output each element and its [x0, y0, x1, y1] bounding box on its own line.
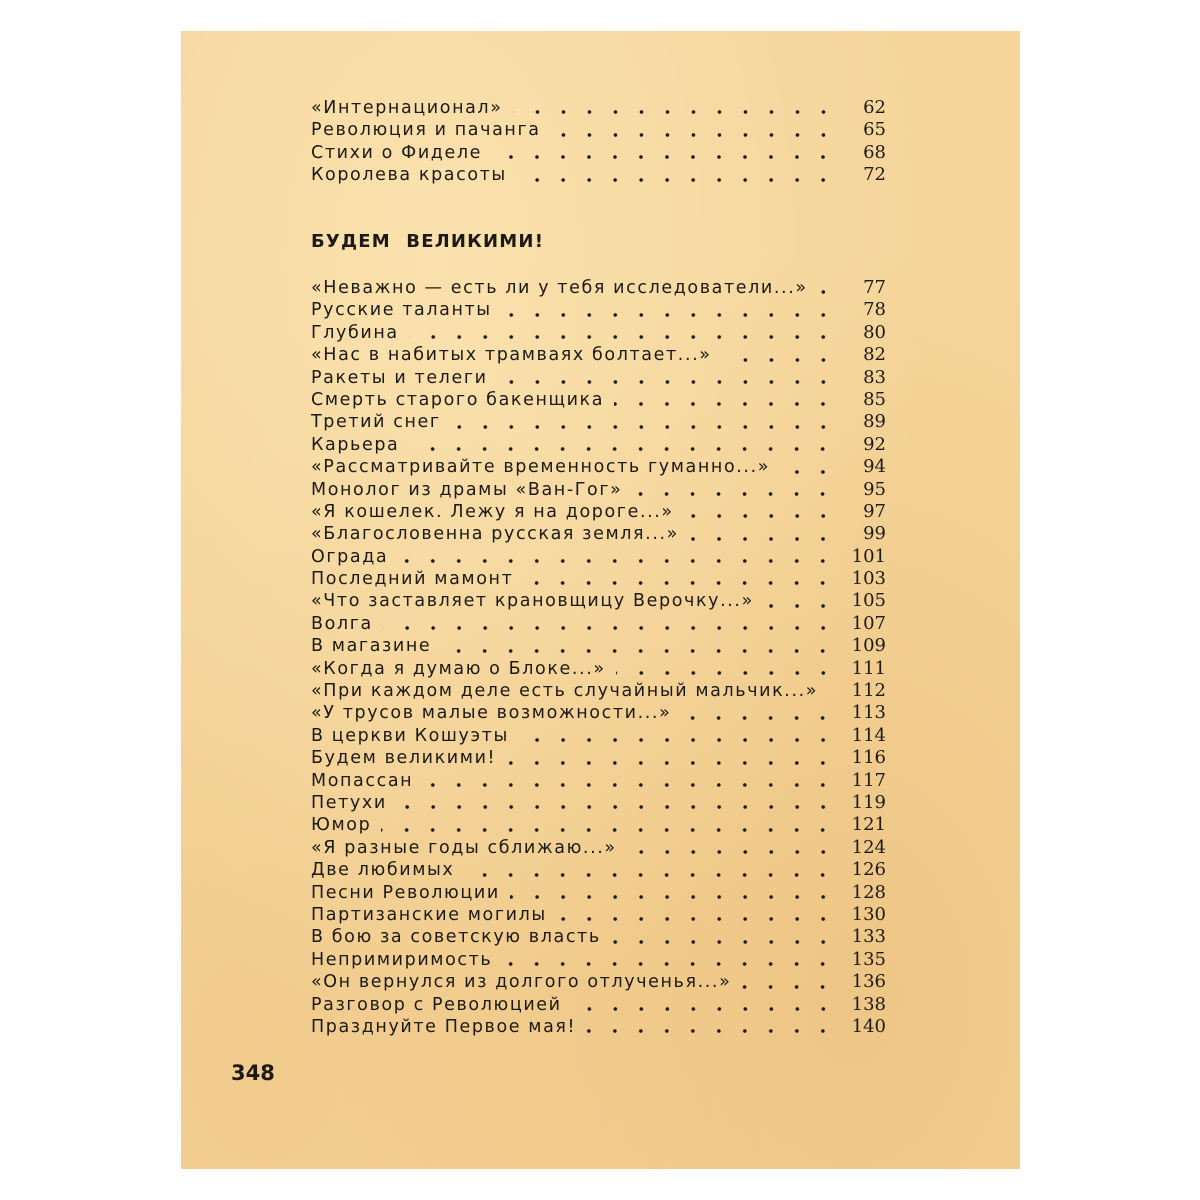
toc-entry-page: 117 — [851, 769, 886, 791]
toc-entry-title: Смерть старого бакенщика — [311, 389, 605, 410]
dot-leader — [818, 282, 836, 296]
toc-entry — [311, 501, 886, 523]
toc-entry-title: Юмор — [311, 815, 372, 836]
toc-entry-title: Революция и пачанга — [311, 120, 541, 141]
toc-entry — [311, 367, 886, 389]
section-heading: БУДЕМ ВЕЛИКИМИ! — [311, 231, 545, 252]
toc-entry-page: 80 — [863, 321, 886, 343]
dot-leader — [722, 350, 836, 364]
dot-leader — [398, 551, 836, 565]
toc-entry — [311, 658, 886, 680]
toc-entry-page: 83 — [863, 366, 886, 388]
toc-entry-page: 97 — [863, 500, 886, 522]
toc-entry — [311, 882, 886, 904]
toc-list-main — [311, 277, 886, 1038]
toc-entry — [311, 434, 886, 456]
toc-entry-title: Две любимых — [311, 860, 455, 881]
toc-entry-page: 103 — [851, 568, 886, 590]
dot-leader — [464, 865, 836, 879]
toc-entry-title: «Что заставляет крановщицу Верочку...» — [311, 591, 754, 612]
toc-entry — [311, 747, 886, 769]
toc-entry-title: Будем великими! — [311, 748, 497, 769]
dot-leader — [397, 797, 836, 811]
dot-leader — [517, 170, 836, 184]
toc-entry — [311, 613, 886, 635]
toc-entry-title: Монолог из драмы «Ван-Гог» — [311, 479, 623, 500]
toc-entry-title: Празднуйте Первое мая! — [311, 1016, 577, 1037]
toc-entry-title: Ограда — [311, 546, 389, 567]
toc-entry-title: Мопассан — [311, 770, 414, 791]
toc-entry — [311, 949, 886, 971]
toc-entry-title: Глубина — [311, 322, 399, 343]
toc-entry-title: «Неважно — есть ли у тебя исследователи...» — [311, 278, 808, 298]
dot-leader — [557, 909, 836, 923]
toc-entry — [311, 590, 886, 612]
dot-leader — [513, 102, 836, 116]
toc-entry-title: Волга — [311, 613, 373, 634]
toc-entry — [311, 411, 886, 433]
toc-entry — [311, 725, 886, 747]
toc-entry-title: «Когда я думаю о Блоке...» — [311, 658, 606, 679]
toc-entry — [311, 546, 886, 568]
dot-leader — [523, 573, 836, 587]
toc-entry-page: 82 — [863, 344, 886, 366]
dot-leader — [510, 887, 836, 901]
toc-entry-title: «Он вернулся из долгого отлученья...» — [311, 972, 732, 993]
dot-leader — [423, 775, 836, 789]
toc-entry-page: 77 — [863, 277, 886, 298]
toc-entry-title: «У трусов малые возможности...» — [311, 703, 672, 724]
toc-entry — [311, 837, 886, 859]
dot-leader — [681, 708, 836, 722]
toc-entry-page: 112 — [851, 680, 886, 702]
toc-entry — [311, 299, 886, 321]
toc-entry — [311, 971, 886, 993]
toc-entry-page: 89 — [863, 411, 886, 433]
dot-leader — [828, 685, 836, 699]
dot-leader — [551, 125, 836, 139]
toc-entry-page: 111 — [851, 657, 886, 679]
toc-entry — [311, 456, 886, 478]
dot-leader — [502, 954, 836, 968]
toc-entry — [311, 523, 886, 545]
toc-entry — [311, 859, 886, 881]
toc-entry-page: 124 — [851, 836, 886, 858]
toc-entry-page: 114 — [851, 724, 886, 746]
toc-entry — [311, 814, 886, 836]
dot-leader — [632, 484, 836, 498]
toc-entry-page: 94 — [863, 456, 886, 478]
toc-entry — [311, 770, 886, 792]
dot-leader — [627, 842, 836, 856]
dot-leader — [502, 305, 836, 319]
toc-entry-page: 119 — [851, 791, 886, 813]
toc-entry — [311, 277, 886, 299]
toc-entry-page: 72 — [863, 164, 886, 186]
toc-entry-page: 140 — [851, 1015, 886, 1037]
toc-entry-title: В церкви Кошуэты — [311, 725, 509, 746]
toc-entry — [311, 119, 886, 141]
toc-entry-title: «Благословенна русская земля...» — [311, 524, 679, 545]
toc-entry-page: 136 — [851, 971, 886, 993]
page-number: 348 — [231, 1061, 275, 1085]
toc-entry-title: В магазине — [311, 636, 432, 657]
toc-entry-page: 128 — [851, 881, 886, 903]
toc-entry-title: Русские таланты — [311, 300, 492, 321]
toc-entry-page: 109 — [851, 635, 886, 657]
toc-entry-title: «Я кошелек. Лежу я на дороге...» — [311, 501, 674, 522]
toc-entry-page: 85 — [863, 388, 886, 410]
toc-entry — [311, 479, 886, 501]
toc-entry — [311, 1016, 886, 1038]
dot-leader — [441, 641, 836, 655]
dot-leader — [614, 394, 836, 408]
toc-entry-page: 133 — [851, 926, 886, 948]
toc-entry-title: «Я разные годы сближаю...» — [311, 837, 617, 858]
toc-entry — [311, 142, 886, 164]
toc-entry-title: Ракеты и телеги — [311, 367, 488, 388]
toc-entry — [311, 702, 886, 724]
toc-entry-page: 126 — [851, 859, 886, 881]
dot-leader — [409, 327, 836, 341]
toc-entry-title: «Интернационал» — [311, 98, 503, 118]
dot-leader — [586, 1021, 836, 1035]
dot-leader — [741, 977, 836, 991]
dot-leader — [381, 820, 836, 834]
toc-entry-title: В бою за советскую власть — [311, 927, 601, 948]
toc-entry-title: Королева красоты — [311, 165, 507, 186]
toc-entry-title: Петухи — [311, 792, 387, 813]
toc-entry-page: 99 — [863, 523, 886, 545]
toc-entry-page: 116 — [851, 747, 886, 769]
toc-entry-title: Партизанские могилы — [311, 904, 547, 925]
toc-list-top — [311, 97, 886, 187]
toc-entry-page: 78 — [863, 299, 886, 321]
toc-entry-title: «Рассматривайте временность гуманно...» — [311, 457, 771, 478]
toc-entry — [311, 568, 886, 590]
toc-entry-title: Песни Революции — [311, 882, 500, 903]
dot-leader — [498, 372, 836, 386]
toc-entry — [311, 680, 886, 702]
toc-entry-title: Стихи о Фиделе — [311, 142, 483, 163]
toc-entry-title: Непримиримость — [311, 949, 493, 970]
dot-leader — [506, 753, 836, 767]
toc-entry-page: 92 — [863, 433, 886, 455]
toc-entry-page: 101 — [851, 545, 886, 567]
dot-leader — [409, 439, 836, 453]
dot-leader — [684, 506, 836, 520]
dot-leader — [780, 462, 836, 476]
toc-entry-page: 121 — [851, 814, 886, 836]
toc-entry-title: Последний мамонт — [311, 569, 514, 590]
toc-entry-page: 95 — [863, 478, 886, 500]
toc-entry-title: Карьера — [311, 434, 400, 455]
toc-entry — [311, 926, 886, 948]
dot-leader — [383, 618, 836, 632]
toc-entry-page: 105 — [851, 590, 886, 612]
dot-leader — [451, 417, 836, 431]
toc-entry-page: 65 — [863, 119, 886, 141]
toc-entry-page: 135 — [851, 948, 886, 970]
dot-leader — [492, 147, 836, 161]
toc-entry-page: 62 — [863, 97, 886, 118]
toc-entry — [311, 344, 886, 366]
toc-entry — [311, 792, 886, 814]
dot-leader — [519, 730, 836, 744]
toc-entry — [311, 389, 886, 411]
toc-entry-page: 138 — [851, 993, 886, 1015]
toc-entry-title: Разговор с Революцией — [311, 994, 562, 1015]
toc-entry-title: Третий снег — [311, 412, 441, 433]
toc-entry-page: 130 — [851, 903, 886, 925]
toc-entry — [311, 994, 886, 1016]
dot-leader — [616, 663, 836, 677]
toc-entry — [311, 904, 886, 926]
book-page — [181, 31, 1020, 1169]
toc-entry-page: 107 — [851, 612, 886, 634]
dot-leader — [572, 999, 836, 1013]
dot-leader — [611, 932, 836, 946]
dot-leader — [764, 596, 836, 610]
toc-entry-page: 113 — [851, 702, 886, 724]
toc-entry — [311, 164, 886, 186]
dot-leader — [689, 529, 836, 543]
toc-entry-page: 68 — [863, 141, 886, 163]
toc-entry-title: «Нас в набитых трамваях болтает...» — [311, 345, 712, 366]
toc-entry — [311, 97, 886, 119]
toc-entry — [311, 322, 886, 344]
toc-entry — [311, 635, 886, 657]
toc-entry-title: «При каждом деле есть случайный мальчик...» — [311, 681, 819, 702]
